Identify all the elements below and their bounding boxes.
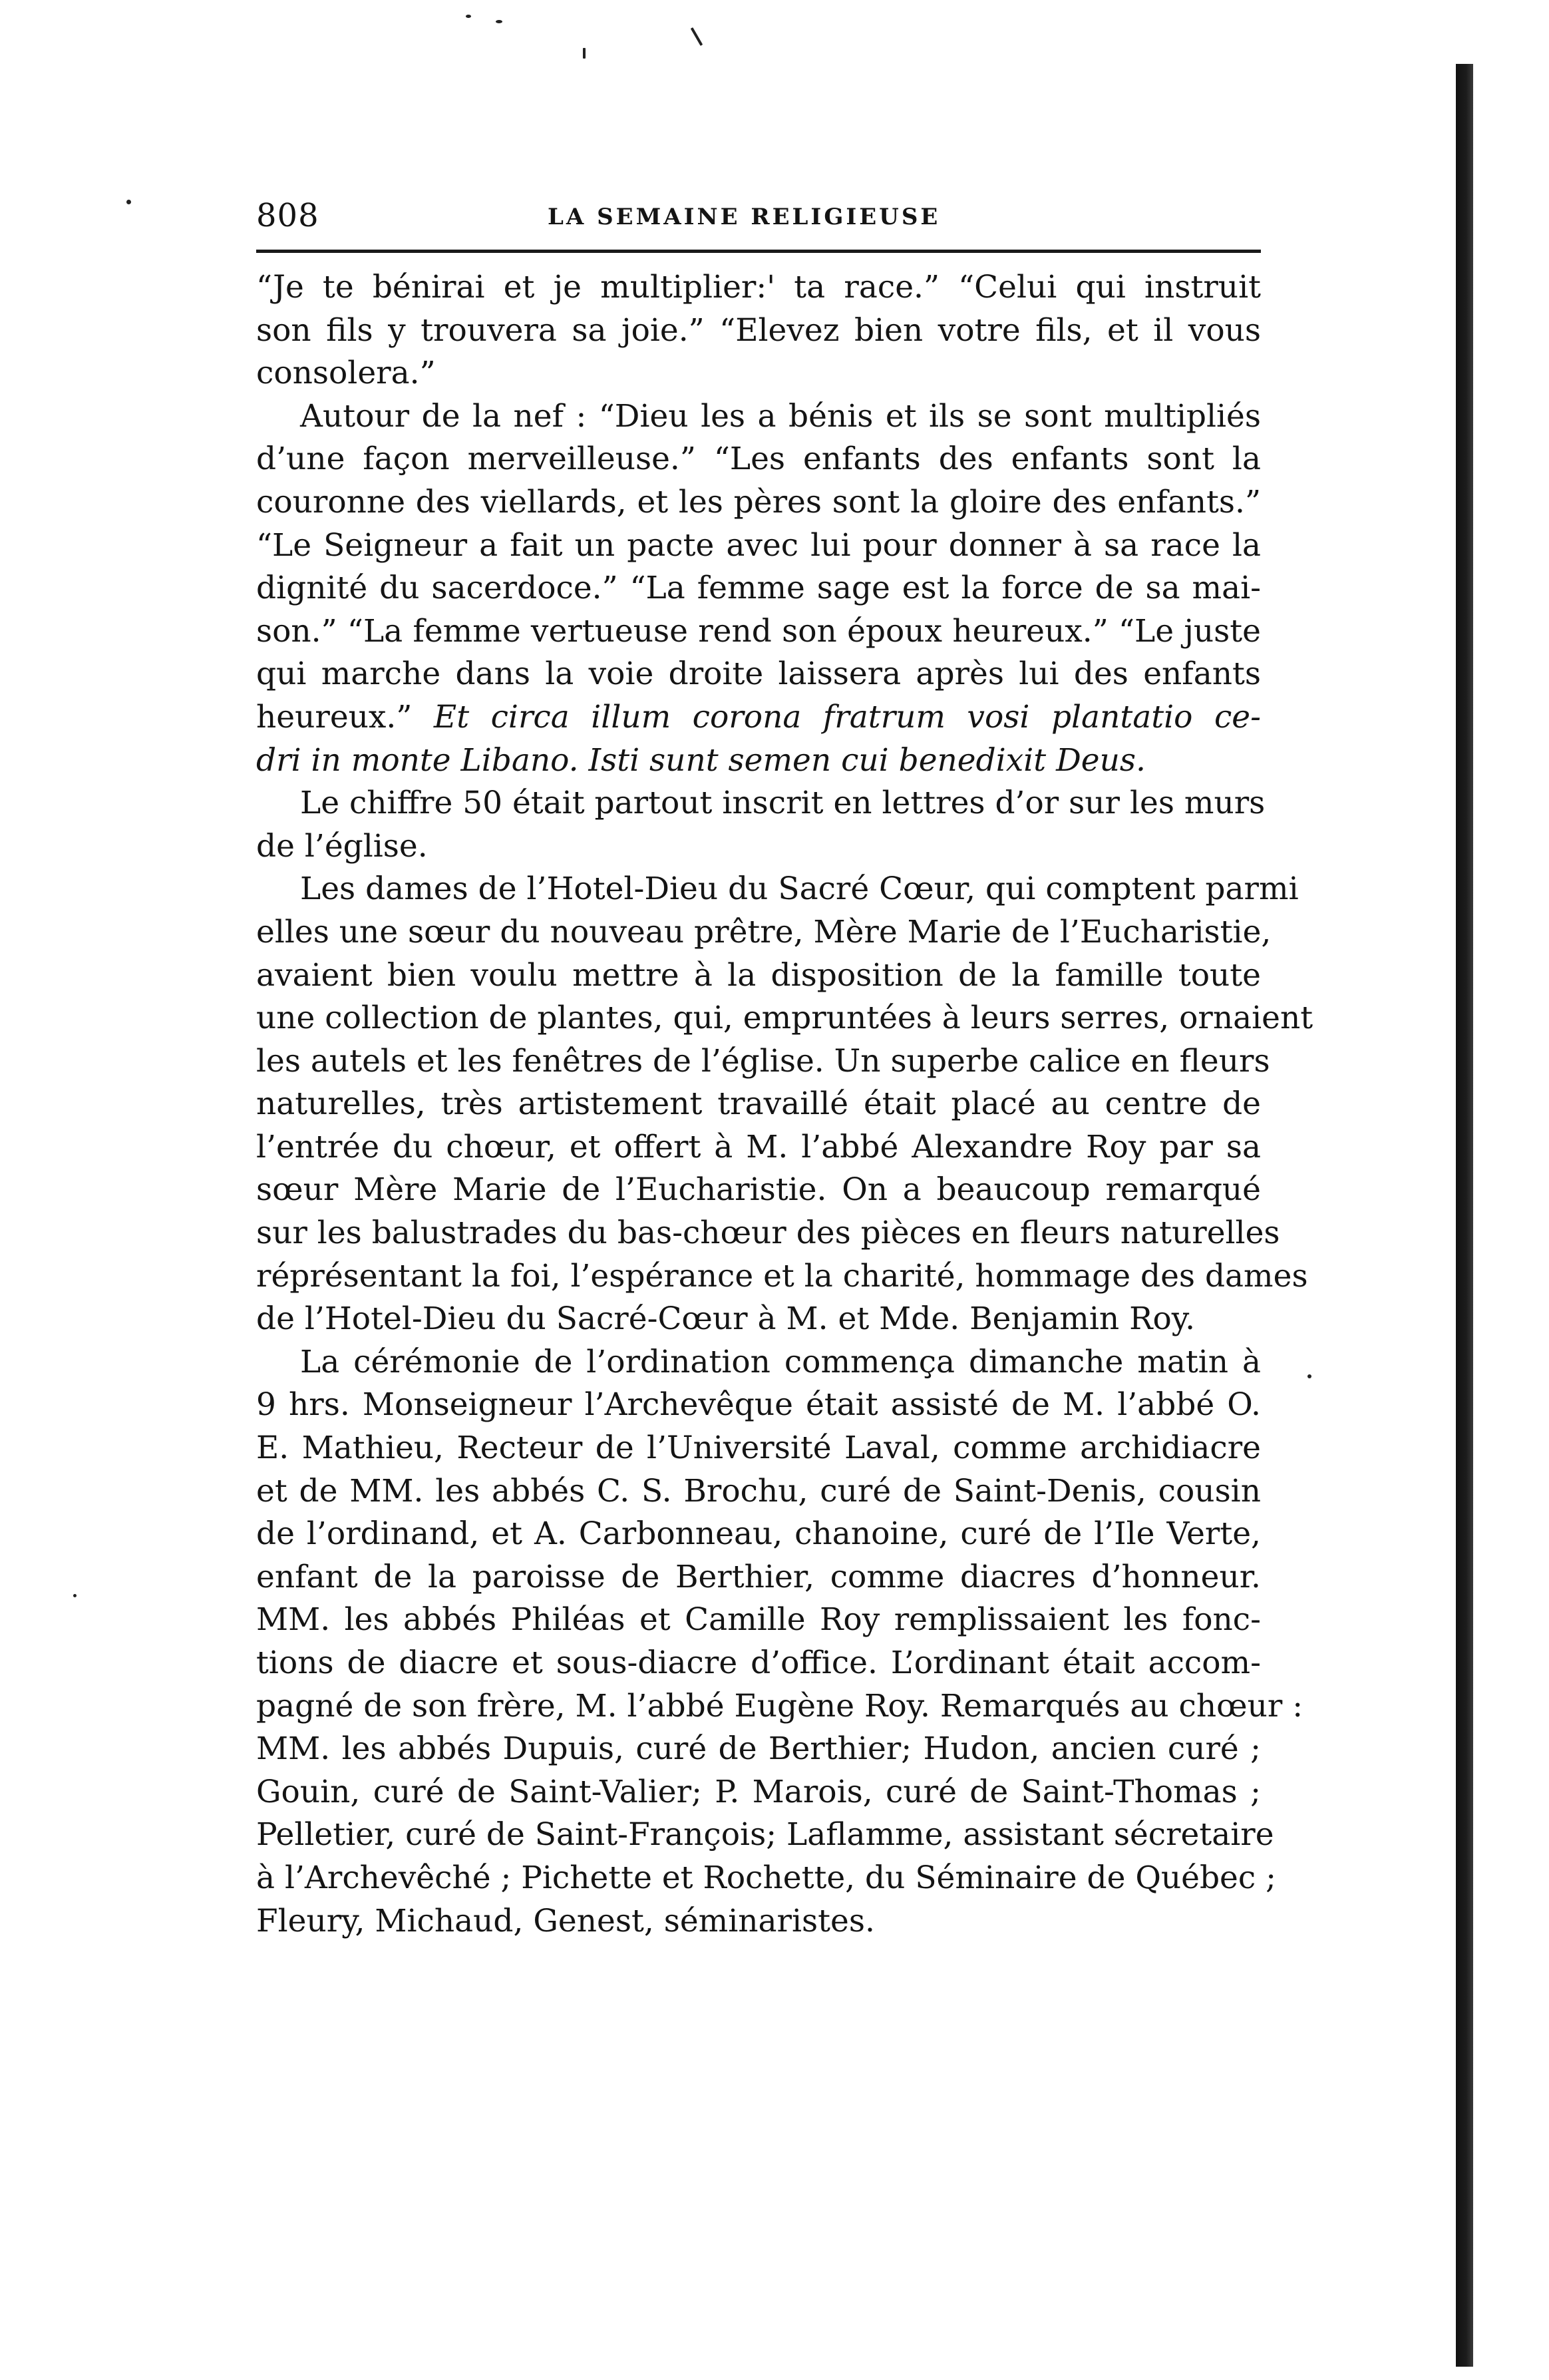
scan-speck xyxy=(126,200,131,204)
text-line-content: Autour de la nef : “Dieu les a bénis et ils se sont multipliés xyxy=(300,397,1261,435)
text-line xyxy=(256,1513,1261,1556)
text-line-content: naturelles, très artistement travaillé était placé au centre de xyxy=(256,1086,1261,1123)
text-line-content: enfant de la paroisse de Berthier, comme diacres d’honneur. xyxy=(256,1558,1261,1595)
text-line xyxy=(256,1083,1261,1126)
text-line-content: qui marche dans la voie droite laissera après lui des enfants xyxy=(256,656,1261,693)
text-line xyxy=(256,1427,1261,1470)
text-line-content: La cérémonie de l’ordination commença dimanche matin à xyxy=(300,1343,1261,1380)
text-line-content: à l’Archevêché ; Pichette et Rochette, du Séminaire de Québec ; xyxy=(256,1859,1276,1896)
text-line xyxy=(256,1126,1261,1169)
text-line-content: E. Mathieu, Recteur de l’Université Laval, comme archidiacre xyxy=(256,1430,1261,1467)
text-line xyxy=(256,524,1261,568)
page-binding-edge xyxy=(1456,64,1473,2367)
text-line-content: Fleury, Michaud, Genest, séminaristes. xyxy=(256,1902,875,1939)
text-line xyxy=(256,1685,1303,1728)
text-line xyxy=(256,1599,1261,1642)
text-line-content: MM. les abbés Philéas et Camille Roy remplissaient les fonc- xyxy=(256,1601,1261,1639)
page-header xyxy=(256,197,1261,237)
text-line xyxy=(256,438,1261,481)
text-line-content: dignité du sacerdoce.” “La femme sage est la force de sa mai- xyxy=(256,570,1261,607)
text-line-content: sur les balustrades du bas-chœur des pièces en fleurs naturelles xyxy=(256,1215,1280,1252)
text-line xyxy=(256,825,1261,869)
text-line-content: réprésentant la foi, l’espérance et la charité, hommage des dames xyxy=(256,1257,1308,1294)
text-line-content: l’entrée du chœur, et offert à M. l’abbé Alexandre Roy par sa xyxy=(256,1128,1261,1165)
text-line xyxy=(256,997,1313,1040)
text-line xyxy=(256,1728,1261,1771)
scan-speck xyxy=(583,48,586,59)
text-line xyxy=(256,1341,1261,1384)
scan-speck xyxy=(466,15,471,18)
text-line xyxy=(256,1169,1261,1212)
latin-quote: Et circa illum corona fratrum vosi plantatio ce- xyxy=(433,698,1261,735)
text-line-content: “Le Seigneur a fait un pacte avec lui pour donner à sa race la xyxy=(256,526,1261,564)
text-line xyxy=(256,868,1299,911)
text-line-content: son fils y trouvera sa joie.” “Elevez bien votre fils, et il vous xyxy=(256,311,1261,349)
scan-speck xyxy=(1307,1374,1311,1378)
text-line-content: 9 hrs. Monseigneur l’Archevêque était assisté de M. l’abbé O. xyxy=(256,1386,1261,1424)
text-line-content: consolera.” xyxy=(256,355,436,392)
text-line xyxy=(256,1642,1261,1685)
header-rule xyxy=(256,250,1261,253)
text-line xyxy=(256,1212,1280,1255)
text-line xyxy=(256,395,1261,439)
text-line-content: elles une sœur du nouveau prêtre, Mère Marie de l’Eucharistie, xyxy=(256,913,1272,950)
text-line-content: Les dames de l’Hotel-Dieu du Sacré Cœur, qui comptent parmi xyxy=(300,871,1299,908)
text-line-content: pagné de son frère, M. l’abbé Eugène Roy. Remarqués au chœur : xyxy=(256,1687,1303,1724)
text-line-content: “Je te bénirai et je multiplier:' ta race.” “Celui qui instruit xyxy=(256,269,1261,305)
text-line-content: couronne des viellards, et les pères sont la gloire des enfants.” xyxy=(256,483,1261,520)
text-line xyxy=(256,1470,1261,1513)
text-line xyxy=(256,1771,1261,1814)
scan-speck xyxy=(496,20,502,23)
text-line-content: de l’Hotel-Dieu du Sacré-Cœur à M. et Mde. Benjamin Roy. xyxy=(256,1300,1196,1338)
text-line xyxy=(256,1900,1261,1943)
text-line xyxy=(256,1556,1261,1599)
text-line xyxy=(256,309,1261,353)
text-line xyxy=(256,610,1261,654)
text-line-content: de l’ordinand, et A. Carbonneau, chanoine, curé de l’Ile Verte, xyxy=(256,1515,1261,1553)
text-line xyxy=(256,1857,1276,1900)
text-line xyxy=(256,911,1272,954)
text-line-content: sœur Mère Marie de l’Eucharistie. On a beaucoup remarqué xyxy=(256,1171,1261,1209)
text-line xyxy=(256,1384,1261,1427)
page-number: 808 xyxy=(256,197,319,234)
text-line xyxy=(256,653,1261,696)
text-line xyxy=(256,266,1261,309)
text-line-content: d’une façon merveilleuse.” “Les enfants des enfants sont la xyxy=(256,441,1261,478)
body-text xyxy=(256,266,1313,1943)
text-line-content: heureux.” xyxy=(256,698,434,735)
text-line-content: Pelletier, curé de Saint-François; Laflamme, assistant sécretaire xyxy=(256,1816,1274,1854)
scan-speck xyxy=(73,1594,77,1597)
text-line-content: une collection de plantes, qui, empruntées à leurs serres, ornaient xyxy=(256,1000,1313,1037)
text-line-content: son.” “La femme vertueuse rend son époux heureux.” “Le juste xyxy=(256,612,1261,650)
text-line xyxy=(256,739,1261,783)
text-line xyxy=(256,696,1261,739)
text-line-content: dri in monte Libano. Isti sunt semen cui benedixit Deus. xyxy=(256,741,1146,779)
text-line-content: les autels et les fenêtres de l’église. Un superbe calice en fleurs xyxy=(256,1042,1270,1080)
text-line xyxy=(256,481,1261,524)
text-line xyxy=(256,1298,1261,1341)
text-line xyxy=(256,1814,1274,1857)
text-line xyxy=(256,782,1266,825)
text-line-content: MM. les abbés Dupuis, curé de Berthier; Hudon, ancien curé ; xyxy=(256,1730,1261,1768)
running-head: LA SEMAINE RELIGIEUSE xyxy=(548,204,941,230)
text-line-content: Le chiffre 50 était partout inscrit en lettres d’or sur les murs xyxy=(300,785,1266,822)
text-line-content: Gouin, curé de Saint-Valier; P. Marois, curé de Saint-Thomas ; xyxy=(256,1773,1261,1810)
text-line xyxy=(256,954,1261,998)
text-line-content: de l’église. xyxy=(256,827,428,865)
text-line-content: avaient bien voulu mettre à la disposition de la famille toute xyxy=(256,956,1261,994)
text-line-content: et de MM. les abbés C. S. Brochu, curé de Saint-Denis, cousin xyxy=(256,1472,1261,1509)
text-line xyxy=(256,352,1261,395)
scan-speck xyxy=(691,27,703,46)
text-line xyxy=(256,1255,1308,1298)
text-line xyxy=(256,1040,1270,1084)
text-line xyxy=(256,567,1261,610)
text-line-content: tions de diacre et sous-diacre d’office. L’ordinant était accom- xyxy=(256,1645,1261,1681)
